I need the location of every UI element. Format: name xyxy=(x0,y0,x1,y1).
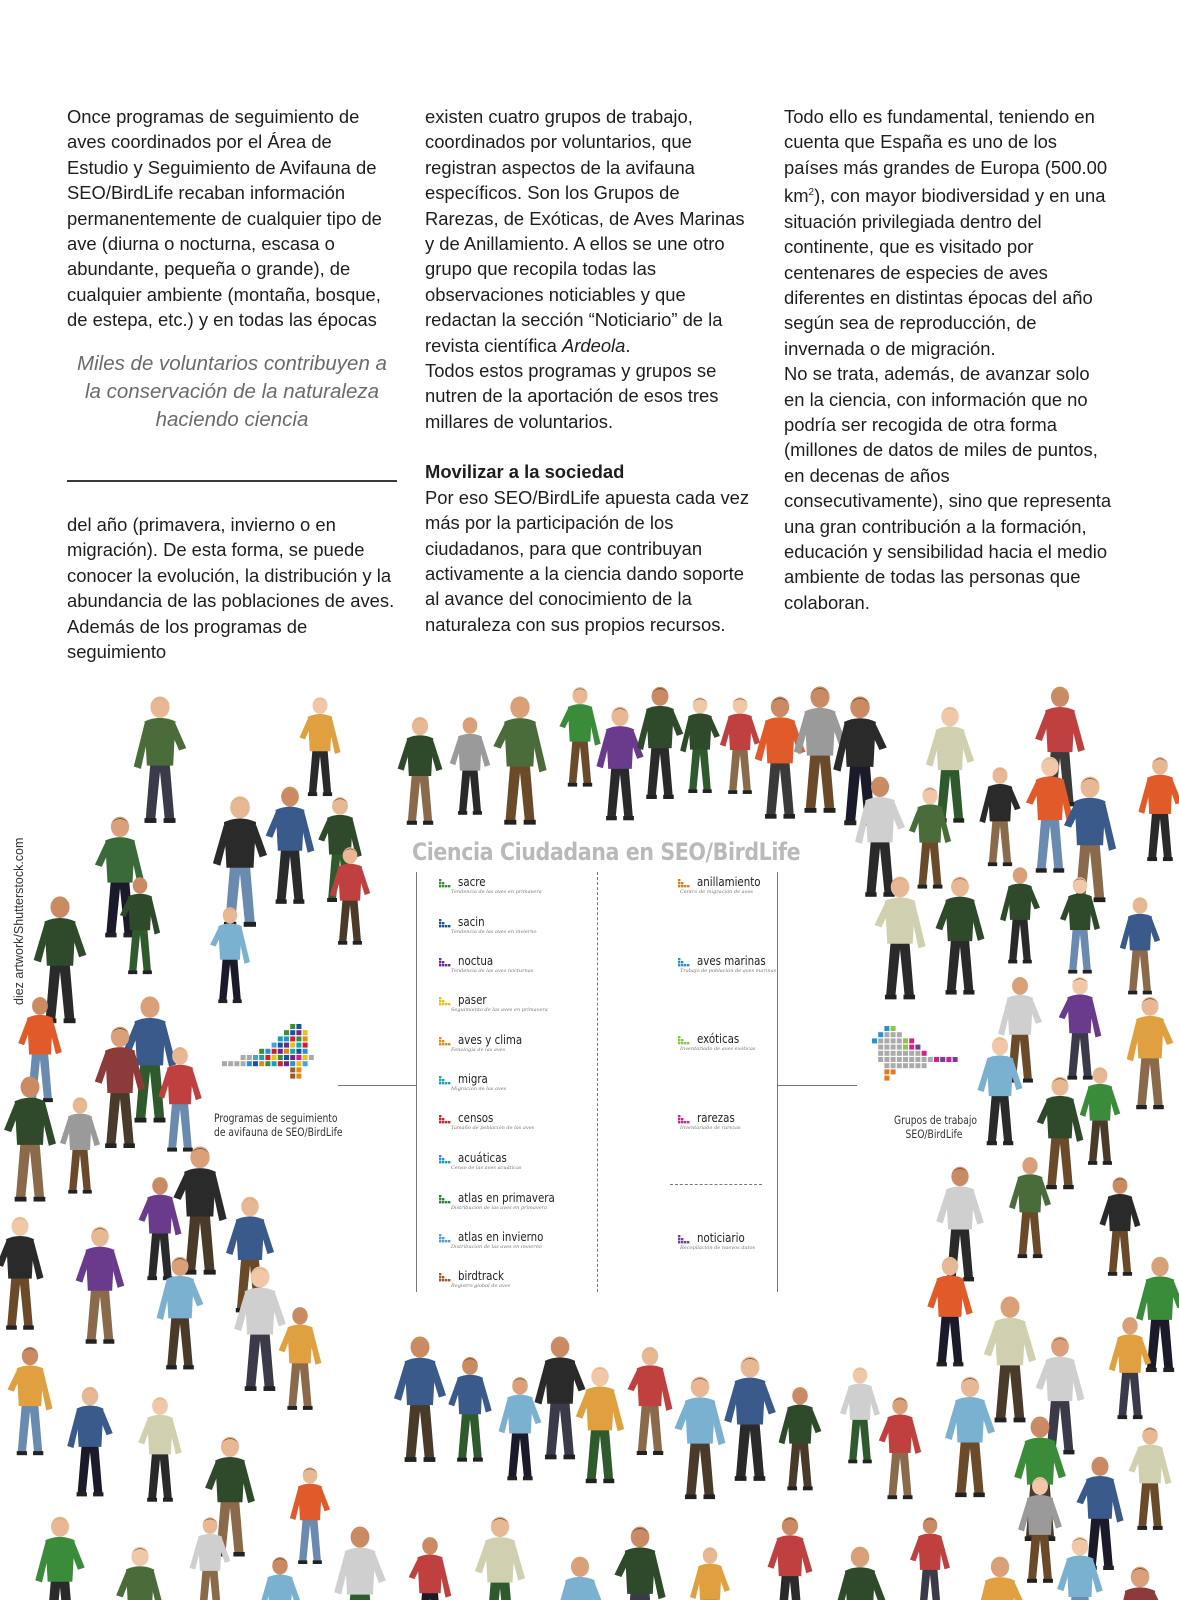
program-item xyxy=(439,992,548,1013)
column3-paragraph-2: No se trata, además, de avanzar solo en la ciencia, con información que no podría ser recogida de otra forma (millones de datos de miles de puntos, en decenas de años consecutivamente), sino que representa una gran contribución a la formación, educación y sensibilidad hacia el medio ambiente de todas las personas que colaboran. xyxy=(784,363,1112,613)
item-label: exóticas xyxy=(697,1031,740,1046)
pull-quote: Miles de voluntarios contribuyen a la conservación de la naturaleza haciendo ciencia xyxy=(77,352,387,431)
item-label: sacin xyxy=(458,914,485,929)
dot-grid-icon xyxy=(439,994,455,1006)
dot-grid-icon xyxy=(439,1034,455,1046)
diagram-left-bracket xyxy=(416,872,417,1292)
program-item xyxy=(439,1229,562,1250)
item-label: censos xyxy=(458,1110,494,1125)
item-label: rarezas xyxy=(697,1110,735,1125)
program-item xyxy=(439,1150,522,1171)
column2-paragraph-1-text: existen cuatro grupos de trabajo, coordinados por voluntarios, que registran aspectos de la avifauna específicos. Son los Grupos de Rarezas, de Exóticas, de Aves Marinas y de Anillamiento. A ellos se une otro grupo que recopila todas las observaciones noticiables y que redactan la sección “Noticiario” de la revista científica xyxy=(425,106,745,356)
dot-grid-icon xyxy=(678,1033,694,1045)
dot-grid-icon xyxy=(439,1073,455,1085)
item-label: atlas en primavera xyxy=(458,1190,555,1205)
superscript: 2 xyxy=(808,187,815,199)
item-label: aves y clima xyxy=(458,1032,523,1047)
program-item xyxy=(439,1071,506,1092)
column2-paragraph-1 xyxy=(425,104,755,358)
item-description: Censo de las aves acuáticas xyxy=(451,1165,522,1171)
item-description: Tendencia de las aves en primavera xyxy=(451,889,542,895)
program-item xyxy=(439,1268,514,1289)
group-item xyxy=(678,1031,755,1052)
dot-grid-icon xyxy=(439,1231,455,1243)
pull-quote-rule xyxy=(67,480,397,482)
item-label: paser xyxy=(458,992,487,1007)
item-description: Fenología de las aves xyxy=(451,1047,506,1053)
dot-grid-icon xyxy=(439,1152,455,1164)
diagram-center-divider xyxy=(597,872,598,1292)
item-description: Registro global de aves xyxy=(451,1283,511,1289)
item-label: anillamiento xyxy=(697,874,761,889)
dot-grid-icon xyxy=(439,916,455,928)
photo-credit: diez artwork/Shutterstock.com xyxy=(12,837,26,1005)
group-item xyxy=(678,874,774,895)
column1-paragraph-3: Además de los programas de seguimiento xyxy=(67,615,308,663)
group-item xyxy=(678,953,781,974)
programs-caption-line-2: de avifauna de SEO/BirdLife xyxy=(214,1125,343,1139)
text-column-2 xyxy=(425,104,755,637)
text-column-3 xyxy=(784,104,1114,615)
item-description: Distribución de las aves en primavera xyxy=(451,1205,548,1211)
group-item xyxy=(678,1110,743,1131)
column3-paragraph-1 xyxy=(784,104,1114,361)
right-connector-line xyxy=(777,1085,857,1086)
item-label: noctua xyxy=(458,953,494,968)
item-label: atlas en invierno xyxy=(458,1229,544,1244)
item-description: Trabajo de población de aves marinas xyxy=(680,968,777,974)
dot-grid-icon xyxy=(439,1112,455,1124)
groups-caption-line-1: Grupos de trabajo xyxy=(894,1113,978,1127)
item-label: aves marinas xyxy=(697,953,766,968)
groups-separator xyxy=(670,1184,762,1185)
column2-paragraph-3: Por eso SEO/BirdLife apuesta cada vez más por la participación de los ciudadanos, para que contribuyan activamente a la ciencia dando soporte al avance del conocimiento de la naturaleza con sus propios recursos. xyxy=(425,486,750,635)
column2-paragraph-1-end: . xyxy=(625,334,631,356)
item-label: migra xyxy=(458,1071,488,1086)
program-item xyxy=(439,1032,536,1053)
program-item xyxy=(439,1190,576,1211)
item-description: Centro de migración de aves xyxy=(680,889,753,895)
bird-logo-programs xyxy=(222,1024,342,1104)
dot-grid-icon xyxy=(439,1270,455,1282)
dot-grid-icon xyxy=(678,1232,694,1244)
programs-caption xyxy=(214,1111,343,1139)
dot-grid-icon xyxy=(439,876,455,888)
diagram-title: Ciencia Ciudadana en SEO/BirdLife xyxy=(412,838,801,866)
item-description: Seguimiento de las aves en primavera xyxy=(451,1007,548,1013)
program-item xyxy=(439,914,536,935)
item-description: Inventariado de rarezas xyxy=(680,1125,741,1131)
item-description: Recopilación de nuevos datos xyxy=(680,1245,756,1251)
program-item xyxy=(439,874,542,895)
dot-grid-icon xyxy=(439,1192,455,1204)
programs-caption-line-1: Programas de seguimiento xyxy=(214,1111,338,1125)
column3-paragraph-1-text: Todo ello es fundamental, teniendo en cuenta que España es uno de los países más grandes de Europa (500.00 km xyxy=(784,106,1108,207)
item-description: Migración de las aves xyxy=(451,1086,507,1092)
dot-grid-icon xyxy=(439,955,455,967)
journal-name: Ardeola xyxy=(561,334,626,356)
column3-paragraph-1-text-b: ), con mayor biodiversidad y en una situación privilegiada dentro del continente, que es visitado por centenares de especies de aves diferentes en distintas épocas del año según sea de reproducción, de invernada o de migración. xyxy=(784,185,1106,359)
bird-logo-groups xyxy=(872,1026,1002,1106)
item-description: Inventariado de aves exóticas xyxy=(680,1046,756,1052)
item-description: Tendencia de las aves nocturnas xyxy=(451,968,534,974)
item-label: noticiario xyxy=(697,1230,745,1245)
column1-paragraph-2: del año (primavera, invierno o en migración). De esta forma, se puede conocer la evolución, la distribución y la abundancia de las poblaciones de aves. xyxy=(67,514,395,612)
item-description: Tendencia de las aves en invierno xyxy=(451,929,537,935)
left-connector-line xyxy=(338,1085,416,1086)
diagram-right-bracket xyxy=(777,872,778,1292)
spacer xyxy=(425,434,755,459)
program-item xyxy=(439,1110,534,1131)
item-label: sacre xyxy=(458,874,486,889)
dot-grid-icon xyxy=(678,955,694,967)
groups-caption-line-2: SEO/BirdLife xyxy=(905,1127,963,1141)
program-item xyxy=(439,953,533,974)
subheading: Movilizar a la sociedad xyxy=(425,461,625,483)
dot-grid-icon xyxy=(678,1112,694,1124)
column2-paragraph-2: Todos estos programas y grupos se nutren de la aportación de esos tres millares de voluntarios. xyxy=(425,360,719,432)
groups-caption xyxy=(894,1113,978,1141)
column1-paragraph-1: Once programas de seguimiento de aves coordinados por el Área de Estudio y Seguimiento de Avifauna de SEO/BirdLife recaban información permanentemente de cualquier tipo de ave (diurna o nocturna, escasa o abundante, pequeña o grande), de cualquier ambiente (montaña, bosque, de estepa, etc.) y en todas las épocas xyxy=(67,106,382,331)
text-column-1-continued xyxy=(67,512,397,664)
text-column-1 xyxy=(67,104,397,333)
item-label: acuáticas xyxy=(458,1150,507,1165)
item-description: Distribución de las aves en invierno xyxy=(451,1244,542,1250)
item-description: Tamaño de población de las aves xyxy=(451,1125,535,1131)
dot-grid-icon xyxy=(678,876,694,888)
group-item xyxy=(678,1230,755,1251)
item-label: birdtrack xyxy=(458,1268,504,1283)
